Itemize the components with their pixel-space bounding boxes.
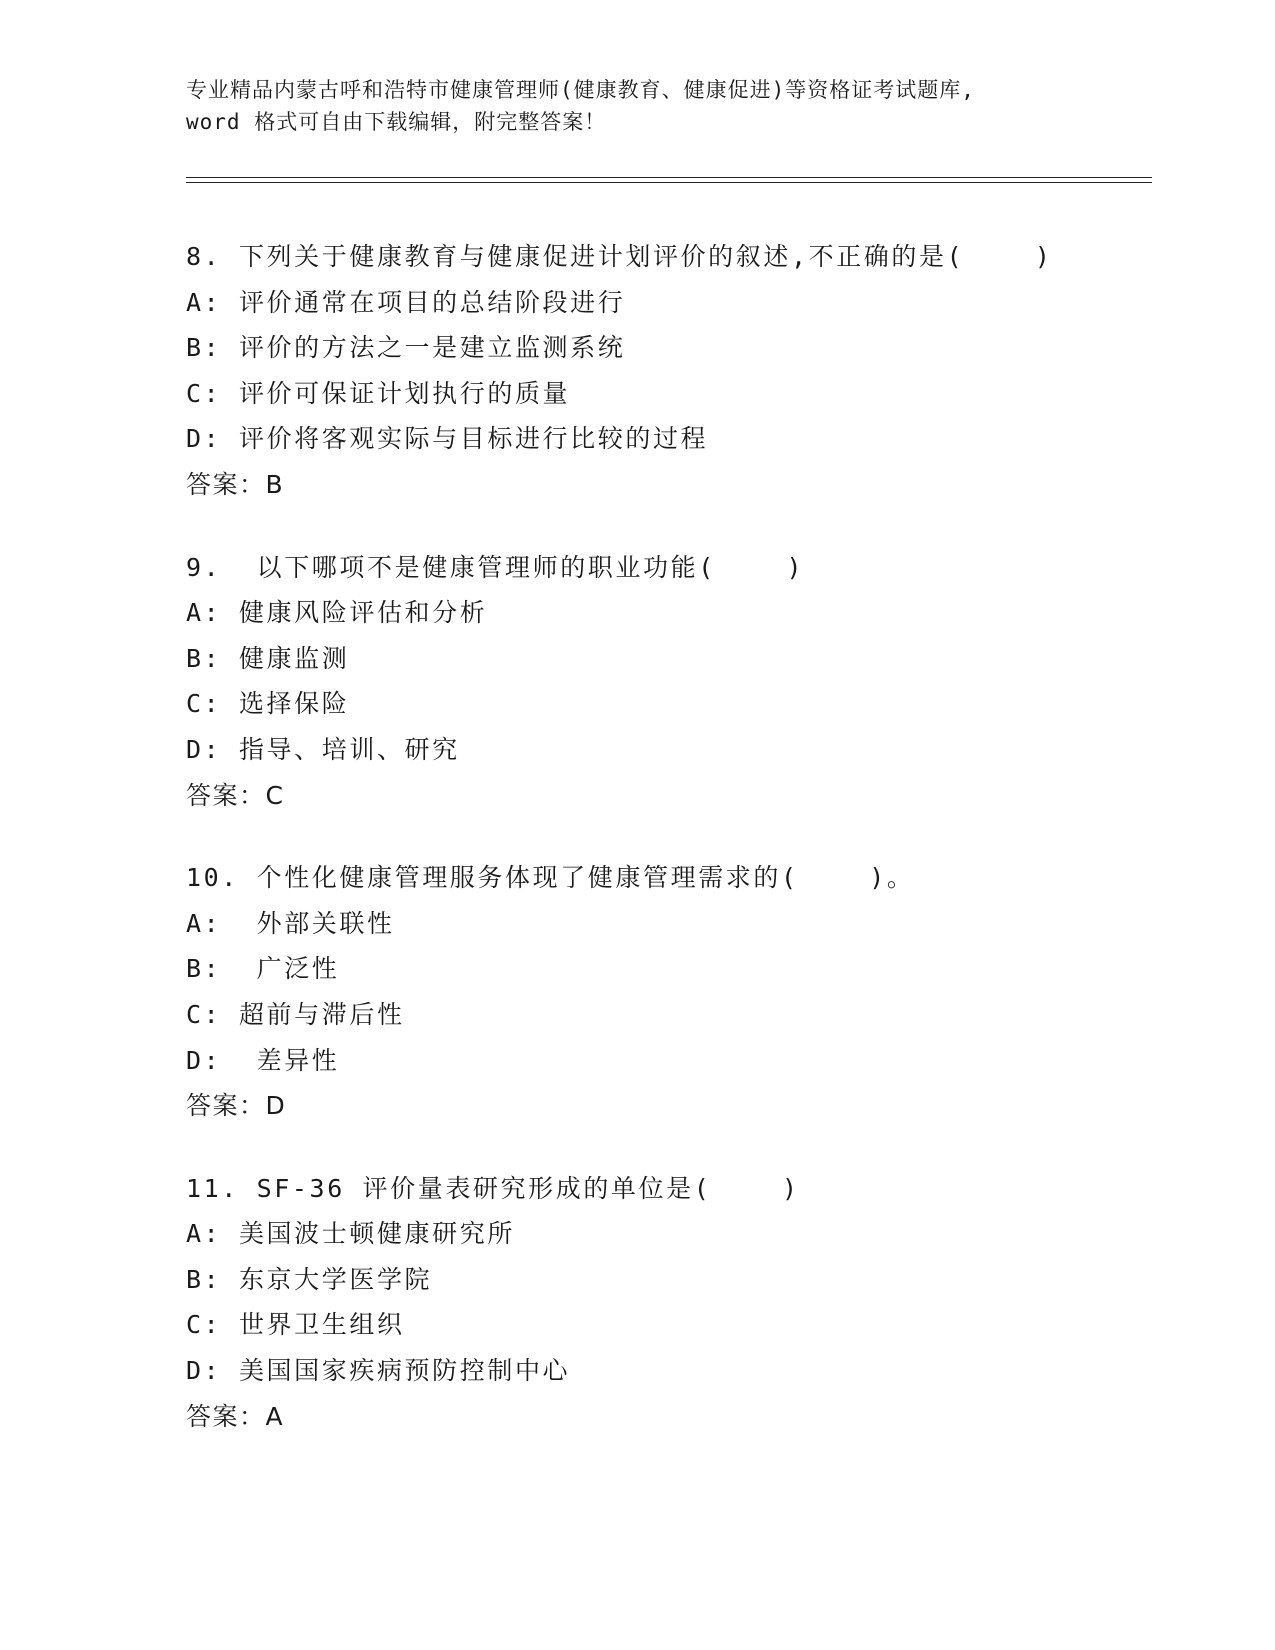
- option-d: D: 指导、培训、研究: [186, 734, 460, 764]
- option-c: C: 超前与滞后性: [186, 999, 405, 1029]
- header-line-1: 专业精品内蒙古呼和浩特市健康管理师(健康教育、健康促进)等资格证考试题库,: [186, 78, 975, 102]
- header-divider-bottom: [186, 182, 1152, 183]
- option-c: C: 世界卫生组织: [186, 1310, 405, 1340]
- answer-label: 答案：B: [186, 469, 285, 499]
- question-stem: 9. 以下哪项不是健康管理师的职业功能( ): [186, 552, 805, 582]
- answer-label: 答案：C: [186, 780, 285, 810]
- option-b: B: 东京大学医学院: [186, 1264, 433, 1294]
- question-stem: 8. 下列关于健康教育与健康促进计划评价的叙述,不正确的是( ): [186, 242, 1053, 271]
- question-11: [186, 1166, 1146, 1440]
- option-c: C: 评价可保证计划执行的质量: [186, 378, 571, 408]
- option-d: D: 评价将客观实际与目标进行比较的过程: [186, 424, 709, 454]
- header-divider-top: [186, 177, 1152, 178]
- answer-label: 答案：D: [186, 1091, 287, 1121]
- option-a: A: 外部关联性: [186, 908, 395, 938]
- option-b: B: 评价的方法之一是建立监测系统: [186, 333, 626, 363]
- option-c: C: 选择保险: [186, 689, 350, 719]
- document-header: [186, 74, 1086, 138]
- option-b: B: 广泛性: [186, 954, 340, 984]
- question-stem: 10. 个性化健康管理服务体现了健康管理需求的( )。: [186, 863, 915, 893]
- question-stem: 11. SF-36 评价量表研究形成的单位是( ): [186, 1173, 800, 1203]
- option-a: A: 美国波士顿健康研究所: [186, 1219, 515, 1249]
- header-line-2: word 格式可自由下载编辑，附完整答案！: [186, 110, 607, 134]
- option-a: A: 健康风险评估和分析: [186, 598, 488, 628]
- option-b: B: 健康监测: [186, 643, 350, 673]
- option-d: D: 美国国家疾病预防控制中心: [186, 1356, 571, 1386]
- option-d: D: 差异性: [186, 1045, 340, 1075]
- option-a: A: 评价通常在项目的总结阶段进行: [186, 287, 626, 317]
- question-list: [186, 234, 1146, 1476]
- question-10: [186, 855, 1146, 1129]
- question-9: [186, 545, 1146, 819]
- question-8: [186, 234, 1146, 508]
- answer-label: 答案：A: [186, 1401, 285, 1431]
